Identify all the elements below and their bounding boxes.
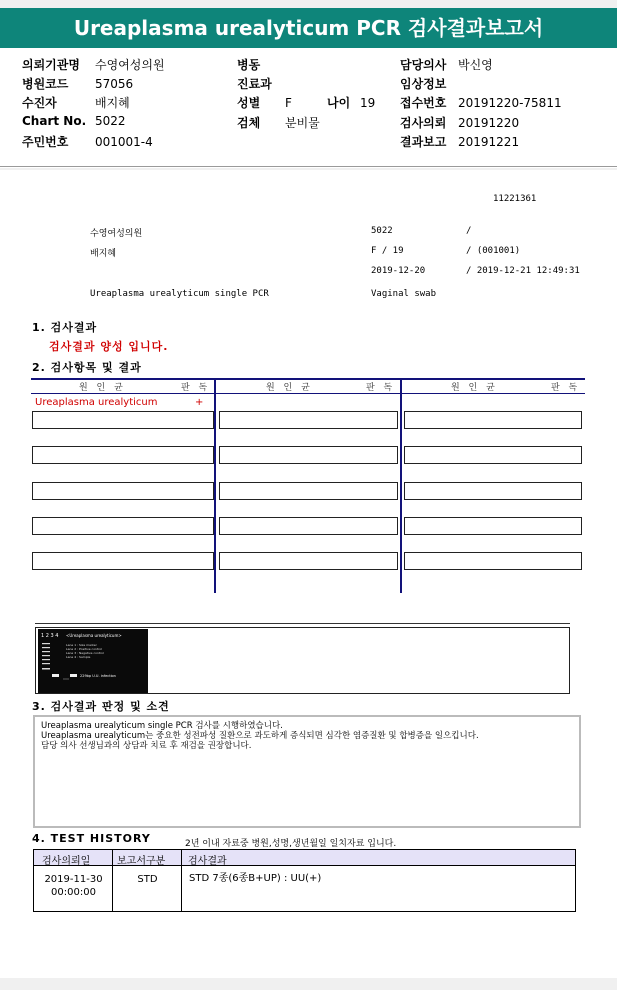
resident-row [22,133,153,150]
col-header-judgement: 판 독 [181,383,211,393]
found-result: + [195,397,204,408]
opinion-box [33,715,581,828]
report-test-name: Ureaplasma urealyticum single PCR [90,289,269,299]
report-date-row [400,133,519,150]
report-page [0,170,617,978]
opinion-line: 담당 의사 선생님과의 상담과 치료 후 재검을 권장합니다. [41,741,252,751]
institution-value: 수영여성의원 [95,58,165,72]
doctor-row [400,56,493,73]
gel-legend-line: Lane 1 : Size marker [66,643,97,647]
gel-negative-lane [63,678,69,680]
patient-label: 수진자 [22,96,57,110]
institution-label: 의뢰기관명 [22,58,80,72]
col-header-organism: 원 인 균 [451,383,498,393]
opinion-line: Ureaplasma urealyticum single PCR 검사를 시행하였습니다. [41,721,283,731]
gel-band-label: 229bp U.U. infection [80,674,116,678]
opinion-line: Ureaplasma urealyticum는 중요한 성전파성 질환으로 과도하게 증식되면 심각한 염증질환 및 합병증을 일으킵니다. [41,731,479,741]
request-value: 20191220 [458,116,520,130]
sex-value: F [285,96,292,110]
result-cell [219,411,398,429]
report-date-value: 20191221 [458,135,520,149]
resident-label: 주민번호 [22,135,69,149]
age-value: 19 [360,96,376,110]
result-cell [404,446,582,464]
result-cell [32,411,214,429]
report-collect-date: 2019-12-20 [371,266,426,276]
report-datetime: / 2019-12-21 12:49:31 [466,266,580,276]
gel-positive-band [52,674,59,677]
chart-value: 5022 [95,114,126,128]
col-header-judgement: 판 독 [551,383,581,393]
clinical-row [400,75,458,92]
patient-row [22,94,130,111]
report-id: / (001001) [466,246,521,256]
gel-sample-band [70,674,77,677]
dept-row [237,75,285,92]
code-row [22,75,133,92]
resident-value: 001001-4 [95,135,153,149]
report-number: 11221361 [493,194,537,204]
history-header-date: 검사의뢰일 [42,856,91,867]
section3-title: 3. 검사결과 판정 및 소견 [32,700,170,713]
history-result: STD 7종(6종B+UP) : UU(+) [189,873,322,884]
history-time: 00:00:00 [51,887,96,898]
section4-title: 4. TEST HISTORY [32,832,151,845]
clinical-label: 임상정보 [400,77,447,91]
col-header-organism: 원 인 균 [79,383,126,393]
specimen-value: 분비물 [285,116,320,130]
col-header-judgement: 판 독 [366,383,396,393]
institution-row [22,56,165,73]
dept-label: 진료과 [237,77,272,91]
result-cell [219,482,398,500]
doctor-label: 담당의사 [400,58,447,72]
code-label: 병원코드 [22,77,69,91]
result-cell [32,517,214,535]
result-cell [32,552,214,570]
report-title: Ureaplasma urealyticum PCR 검사결과보고서 [0,8,617,48]
section2-title: 2. 검사항목 및 결과 [32,361,142,374]
report-date-label: 결과보고 [400,135,447,149]
result-cell [32,482,214,500]
sex-label: 성별 [237,96,261,110]
gel-lane-numbers: 1 2 3 4 [41,633,59,639]
history-table [33,849,576,912]
section1-title: 1. 검사결과 [32,321,98,334]
report-clinic: 수영여성의원 [90,229,143,239]
gel-legend-line: Lane 4 : Sample [66,655,91,659]
ward-label: 병동 [237,58,261,72]
grid-divider [214,378,216,593]
history-header-type: 보고서구분 [117,856,166,867]
report-chart: 5022 [371,226,393,236]
doctor-value: 박신영 [458,58,493,72]
result-cell [219,446,398,464]
result-cell [404,411,582,429]
receipt-label: 접수번호 [400,96,447,110]
header-separator [0,166,617,167]
ward-row [237,56,285,73]
code-value: 57056 [95,77,134,91]
result-grid [31,378,585,593]
report-sex-age: F / 19 [371,246,404,256]
gel-graphic [38,629,148,693]
report-slash: / [466,226,472,236]
report-patient: 배지혜 [90,249,117,259]
request-label: 검사의뢰 [400,116,447,130]
receipt-value: 20191220-75811 [458,96,562,110]
sex-age-row [237,94,375,111]
result-cell [219,517,398,535]
receipt-row [400,94,562,111]
patient-value: 배지혜 [95,96,130,110]
grid-header-line [31,393,585,394]
request-row [400,114,519,131]
specimen-row [237,114,320,131]
result-positive-message: 검사결과 양성 입니다. [49,340,169,353]
age-label: 나이 [327,96,351,110]
col-header-organism: 원 인 균 [266,383,313,393]
chart-label: Chart No. [22,114,87,128]
history-header-result: 검사결과 [188,856,227,867]
history-date: 2019-11-30 [44,874,103,885]
gel-divider [35,623,570,624]
result-cell [404,482,582,500]
result-cell [404,552,582,570]
gel-caption: <Ureaplasma urealyticum> [66,633,122,638]
result-cell [32,446,214,464]
gel-legend-line: Lane 3 : Negative control [66,651,104,655]
history-type: STD [137,874,158,885]
report-specimen: Vaginal swab [371,289,437,299]
gel-legend-line: Lane 2 : Positive control [66,647,102,651]
result-cell [404,517,582,535]
chart-row [22,114,126,128]
history-note: 2년 이내 자료중 병원,성명,생년월일 일치자료 입니다. [185,839,397,849]
patient-info-panel [0,48,617,168]
grid-divider [400,378,402,593]
result-cell [219,552,398,570]
found-organism: Ureaplasma urealyticum [35,397,158,408]
specimen-label: 검체 [237,116,261,130]
gel-electrophoresis-image [38,629,148,693]
